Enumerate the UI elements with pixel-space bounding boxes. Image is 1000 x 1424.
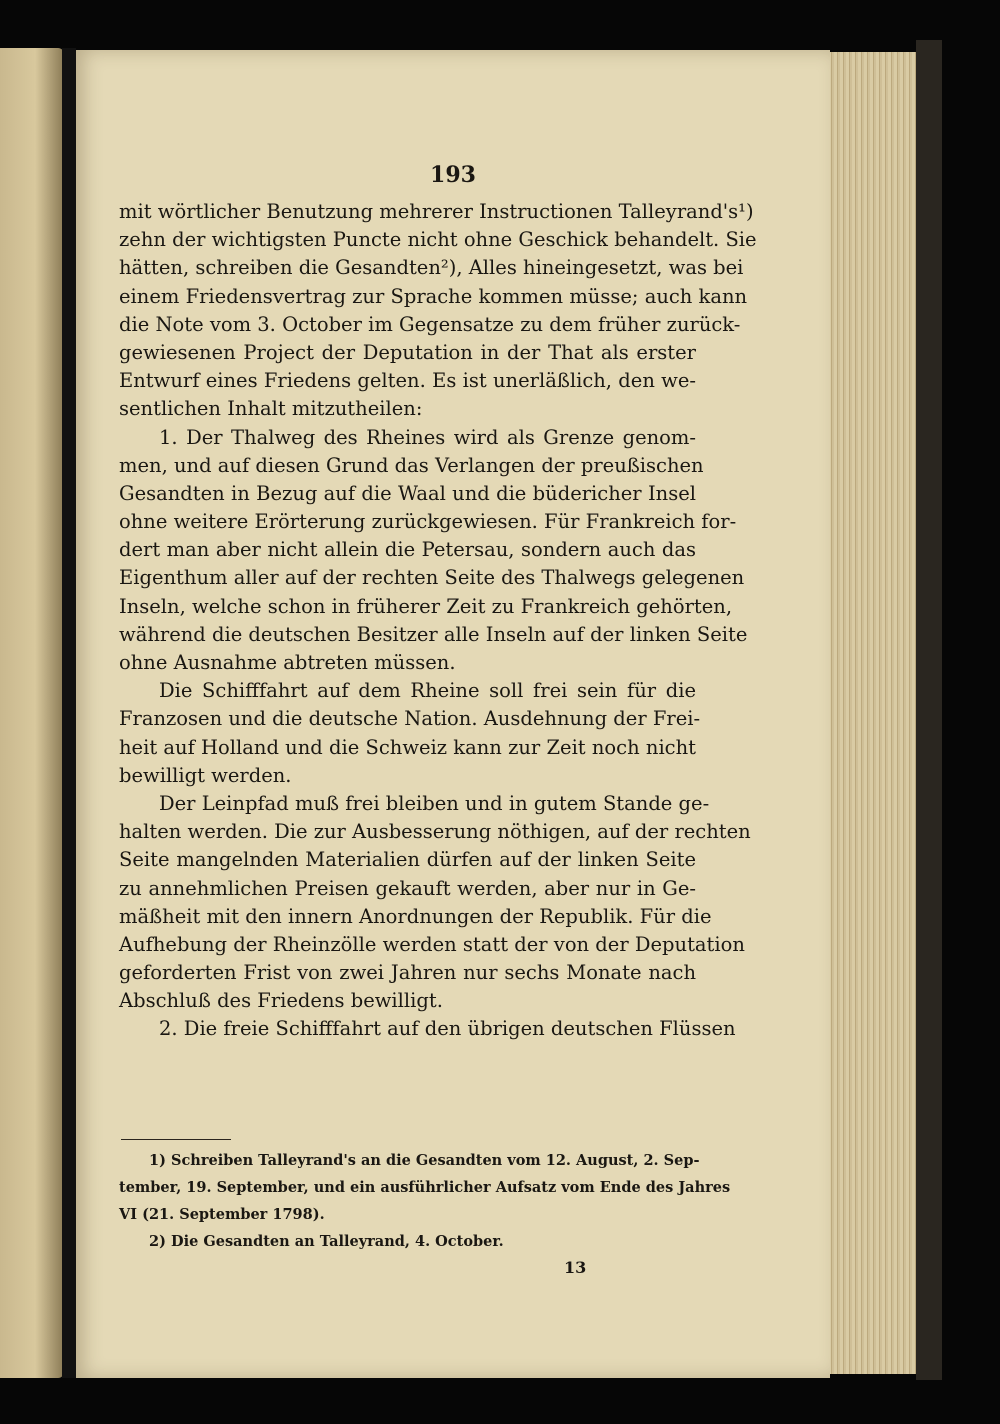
footnote-line: 2) Die Gesandten an Talleyrand, 4. October. xyxy=(149,1233,504,1250)
text-line: 1. Der Thalweg des Rheines wird als Grenze genom- xyxy=(159,425,696,449)
text-line: Entwurf eines Friedens gelten. Es ist unerläßlich, den we- xyxy=(119,369,696,393)
text-line: mit wörtlicher Benutzung mehrerer Instructionen Talleyrand's¹) xyxy=(119,200,754,223)
text-line: ohne Ausnahme abtreten müssen. xyxy=(119,651,456,674)
text-line: die Note vom 3. October im Gegensatze zu dem früher zurück- xyxy=(119,312,741,336)
text-line: bewilligt werden. xyxy=(119,763,292,787)
text-line: Eigenthum aller auf der rechten Seite des Thalwegs gelegenen xyxy=(119,566,745,590)
footnote-divider xyxy=(121,1139,231,1140)
text-line: sentlichen Inhalt mitzutheilen: xyxy=(119,397,423,421)
text-line: Inseln, welche schon in früherer Zeit zu Frankreich gehörten, xyxy=(119,594,733,618)
gutter-shadow xyxy=(62,48,76,1378)
text-line: hätten, schreiben die Gesandten²), Alles hineingesetzt, was bei xyxy=(119,256,744,280)
text-line: men, und auf diesen Grund das Verlangen der preußischen xyxy=(119,453,704,477)
footnote-line: VI (21. September 1798). xyxy=(119,1206,325,1223)
page-stack-edges xyxy=(828,52,920,1374)
text-line: heit auf Holland und die Schweiz kann zur Zeit noch nicht xyxy=(119,735,696,759)
text-line: Seite mangelnden Materialien dürfen auf der linken Seite xyxy=(119,848,696,872)
left-page-edge xyxy=(0,48,64,1378)
text-line: halten werden. Die zur Ausbesserung nöthigen, auf der rechten xyxy=(119,820,751,844)
text-line: Aufhebung der Rheinzölle werden statt der von der Deputation xyxy=(119,932,745,956)
text-line: zehn der wichtigsten Puncte nicht ohne Geschick behandelt. Sie xyxy=(119,228,757,252)
footnote-line: 1) Schreiben Talleyrand's an die Gesandten vom 12. August, 2. Sep- xyxy=(149,1152,700,1169)
text-line: ohne weitere Erörterung zurückgewiesen. Für Frankreich for- xyxy=(119,510,737,534)
text-line: mäßheit mit den innern Anordnungen der Republik. Für die xyxy=(119,904,712,928)
text-line: einem Friedensvertrag zur Sprache kommen müsse; auch kann xyxy=(119,284,748,308)
text-line: Franzosen und die deutsche Nation. Ausdehnung der Frei- xyxy=(119,707,701,731)
text-line: 2. Die freie Schifffahrt auf den übrigen deutschen Flüssen xyxy=(159,1017,736,1041)
text-line: Abschluß des Friedens bewilligt. xyxy=(119,989,443,1013)
text-line: zu annehmlichen Preisen gekauft werden, aber nur in Ge- xyxy=(119,876,696,900)
text-line: Der Leinpfad muß frei bleiben und in gutem Stande ge- xyxy=(159,791,710,815)
book-cover-edge xyxy=(916,40,942,1380)
page-number: 193 xyxy=(430,162,476,188)
text-line: gewiesenen Project der Deputation in der That als erster xyxy=(119,340,696,364)
footnote-line: tember, 19. September, und ein ausführlicher Aufsatz vom Ende des Jahres xyxy=(119,1179,731,1196)
text-line: Die Schifffahrt auf dem Rheine soll frei sein für die xyxy=(159,679,696,703)
book-page xyxy=(76,50,830,1378)
body-text xyxy=(119,198,757,1044)
text-line: während die deutschen Besitzer alle Inseln auf der linken Seite xyxy=(119,622,748,646)
text-line: geforderten Frist von zwei Jahren nur sechs Monate nach xyxy=(119,961,696,985)
printer-signature: 13 xyxy=(564,1258,587,1277)
text-line: Gesandten in Bezug auf die Waal und die büdericher Insel xyxy=(119,481,696,505)
text-line: dert man aber nicht allein die Petersau, sondern auch das xyxy=(119,538,696,562)
footnotes xyxy=(119,1147,731,1255)
